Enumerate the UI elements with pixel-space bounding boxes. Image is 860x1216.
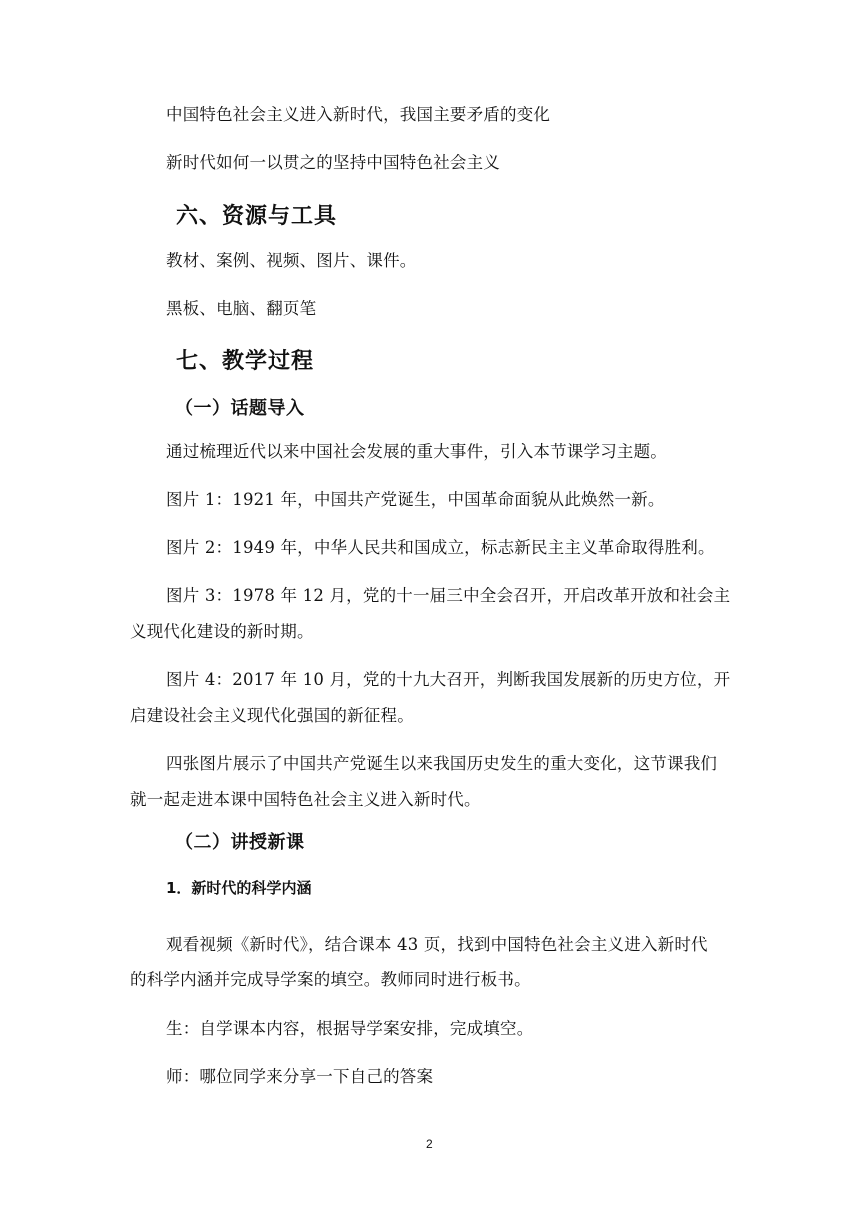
text-line: 师：哪位同学来分享一下自己的答案 [166, 1067, 434, 1086]
text-line: 的科学内涵并完成导学案的填空。教师同时进行板书。 [130, 970, 531, 989]
text-line: 图片 4：2017 年 10 月，党的十九大召开，判断我国发展新的历史方位，开 [166, 670, 731, 689]
text-line: 图片 1：1921 年，中国共产党诞生，中国革命面貌从此焕然一新。 [166, 490, 665, 509]
item-heading: 1．新时代的科学内涵 [166, 879, 312, 897]
text-line: 启建设社会主义现代化强国的新征程。 [130, 706, 414, 725]
text-line: 中国特色社会主义进入新时代，我国主要矛盾的变化 [166, 105, 551, 124]
text-line: 黑板、电脑、翻页笔 [166, 299, 317, 318]
text-line: 生：自学课本内容，根据导学案安排，完成填空。 [166, 1019, 534, 1038]
text-line: 观看视频《新时代》，结合课本 43 页，找到中国特色社会主义进入新时代 [166, 935, 708, 954]
text-line: 四张图片展示了中国共产党诞生以来我国历史发生的重大变化，这节课我们 [166, 754, 718, 773]
section-heading: 六、资源与工具 [176, 204, 338, 229]
text-line: 就一起走进本课中国特色社会主义进入新时代。 [130, 790, 481, 809]
subsection-heading: （一）话题导入 [175, 398, 305, 419]
text-line: 新时代如何一以贯之的坚持中国特色社会主义 [166, 153, 500, 172]
section-heading: 七、教学过程 [176, 349, 315, 374]
text-line: 通过梳理近代以来中国社会发展的重大事件，引入本节课学习主题。 [166, 442, 667, 461]
text-line: 教材、案例、视频、图片、课件。 [166, 251, 417, 270]
text-line: 图片 2：1949 年，中华人民共和国成立，标志新民主主义革命取得胜利。 [166, 538, 715, 557]
subsection-heading: （二）讲授新课 [175, 832, 305, 853]
text-line: 图片 3：1978 年 12 月，党的十一届三中全会召开，开启改革开放和社会主 [166, 586, 731, 605]
page-number: 2 [426, 1137, 433, 1151]
text-line: 义现代化建设的新时期。 [130, 622, 314, 641]
